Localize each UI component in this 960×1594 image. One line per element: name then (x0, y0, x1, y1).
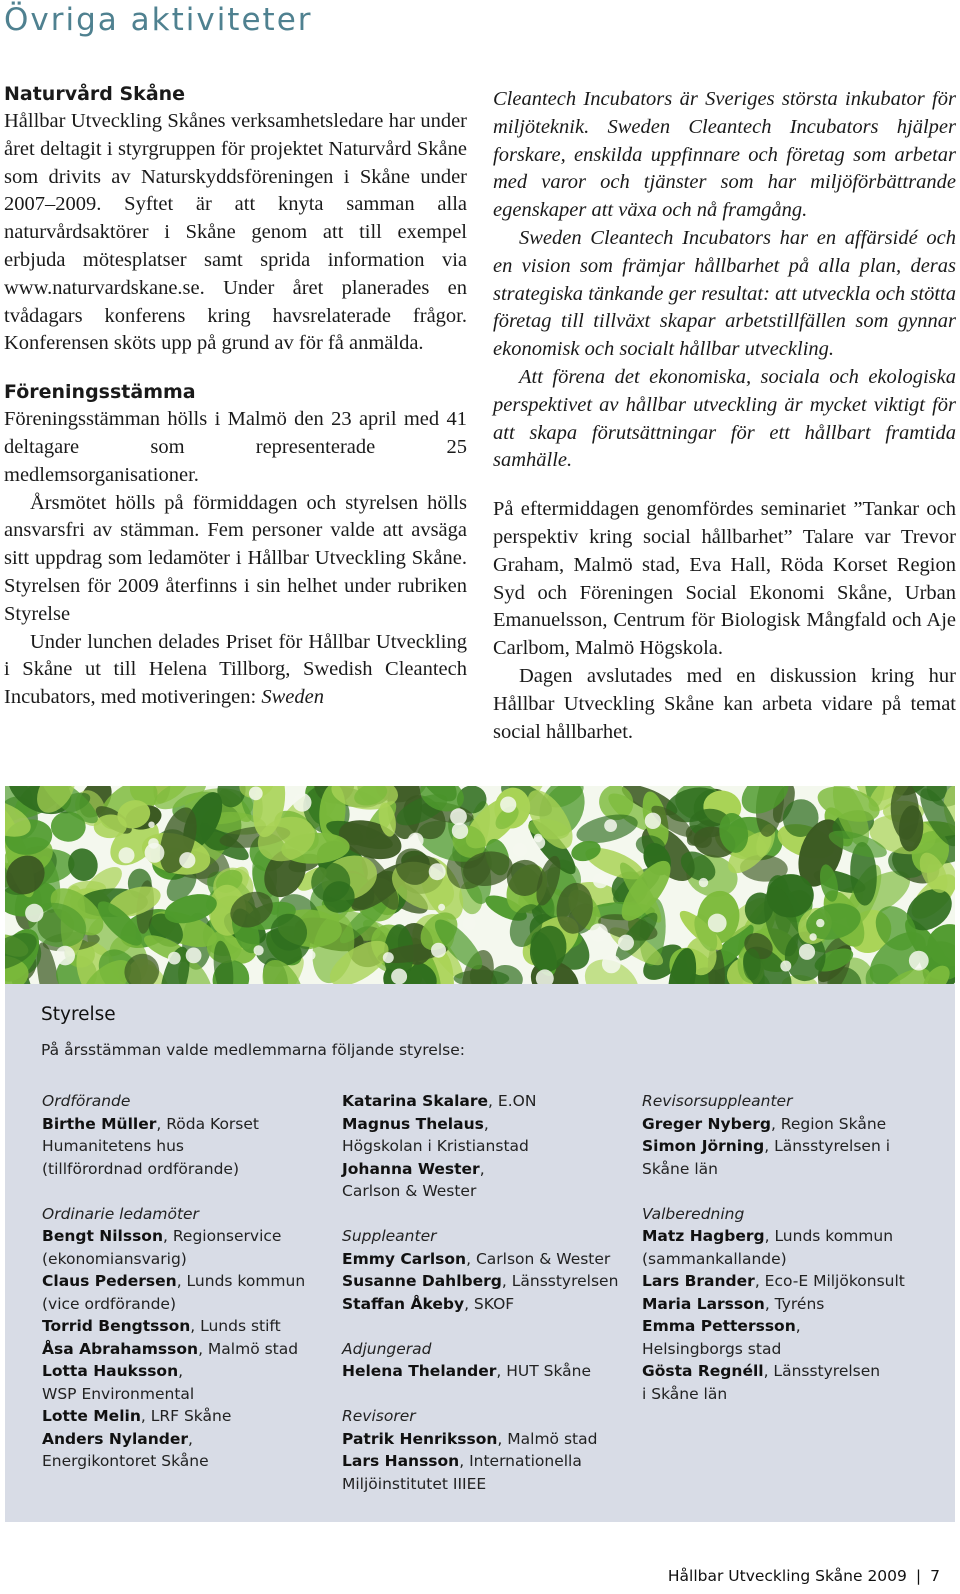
board-group (342, 1338, 632, 1383)
paragraph-stamma-3-text: Under lunchen delades Priset för Hållbar Utveckling i Skåne ut till Helena Tillborg, Swedish Cleantech Incubators, med motiveringen: (4, 630, 467, 709)
board-member-line (642, 1383, 932, 1406)
sky-gap (809, 933, 816, 940)
board-member-line (642, 1135, 932, 1158)
board-member-affiliation: , (795, 1317, 801, 1335)
board-member-affiliation: , (178, 1362, 184, 1380)
sky-gap (589, 924, 608, 943)
board-member-affiliation: , Carlson & Wester (466, 1249, 611, 1268)
board-member-affiliation: (ekonomiansvarig) (42, 1249, 187, 1268)
board-member-line (342, 1473, 632, 1496)
sky-gap (429, 863, 446, 880)
board-member-name: Greger Nyberg (642, 1114, 771, 1133)
board-member-affiliation: Helsingborgs stad (642, 1339, 782, 1358)
board-member-line (342, 1113, 632, 1136)
board-role: Valberedning (642, 1204, 745, 1223)
board-member-line (42, 1248, 332, 1271)
board-member-line (642, 1315, 932, 1338)
board-member-name: Claus Pedersen (42, 1272, 177, 1290)
board-member-line (42, 1315, 332, 1338)
board-group (642, 1203, 932, 1406)
section-heading-foreningsstamma: Föreningsstämma (4, 381, 196, 404)
board-group (642, 1090, 932, 1180)
board-member-affiliation: Miljöinstitutet IIIEE (342, 1474, 487, 1493)
leaf-shape (743, 949, 761, 981)
board-role: Revisorer (342, 1407, 416, 1425)
board-member-name: Lars Brander (642, 1272, 755, 1290)
paragraph-stamma-3 (4, 629, 467, 712)
sky-gap (438, 904, 445, 911)
board-role: Ordinarie ledamöter (42, 1204, 199, 1223)
sky-gap (391, 969, 407, 985)
sky-gap (816, 919, 824, 927)
board-member-line (342, 1135, 632, 1158)
board-member-affiliation: , SKOF (464, 1294, 515, 1313)
board-member-affiliation: , Malmö stad (198, 1339, 299, 1358)
sky-gap (148, 822, 154, 828)
board-member-affiliation: Humanitetens hus (42, 1137, 184, 1155)
board-member-name: Staffan Åkeby (342, 1294, 465, 1313)
board-member-name: Birthe Müller (42, 1114, 157, 1133)
board-member-affiliation: , Länsstyrelsen i (764, 1137, 891, 1155)
board-member-affiliation: , Internationella (459, 1452, 582, 1470)
board-member-line (642, 1158, 932, 1181)
board-member-line (342, 1450, 632, 1473)
sky-gap (645, 813, 661, 829)
board-member-line (642, 1225, 932, 1248)
sky-gap (450, 808, 467, 825)
board-member-line (342, 1180, 632, 1203)
board-member-line (42, 1135, 332, 1158)
board-member-name: Magnus Thelaus (342, 1114, 484, 1133)
board-role: Suppleanter (342, 1227, 437, 1245)
paragraph-stamma-3-italic: Sweden (261, 686, 324, 709)
sky-gap (186, 948, 202, 964)
board-member-affiliation: Högskolan i Kristianstad (342, 1137, 529, 1155)
sky-gap (463, 917, 476, 930)
board-member-name: Emma Pettersson (642, 1317, 796, 1335)
board-member-affiliation: , Lunds kommun (176, 1272, 306, 1290)
board-member-name: Matz Hagberg (642, 1227, 765, 1245)
board-member-affiliation: , Lunds kommun (764, 1227, 894, 1245)
sky-gap (145, 843, 165, 863)
board-column-1 (42, 1090, 332, 1495)
board-member-affiliation: , (483, 1114, 489, 1133)
board-member-line (342, 1158, 632, 1181)
sky-gap (383, 952, 394, 963)
board-member-affiliation: , Region Skåne (770, 1114, 887, 1133)
section-heading-naturvard: Naturvård Skåne (4, 83, 186, 105)
board-member-name: Maria Larsson (642, 1294, 765, 1313)
board-member-affiliation: (tillförordnad ordförande) (42, 1159, 240, 1178)
board-member-affiliation: (sammankallande) (642, 1249, 787, 1268)
sky-gap (500, 797, 516, 813)
sky-gap (699, 878, 708, 887)
board-member-name: Katarina Skalare (342, 1092, 489, 1110)
sky-gap (780, 961, 791, 972)
sky-gap (293, 793, 312, 812)
board-group (42, 1090, 332, 1180)
board-member-line (42, 1360, 332, 1383)
board-member-affiliation: , Eco-E Miljökonsult (754, 1272, 905, 1290)
sky-gap (593, 873, 608, 888)
paragraph-stamma-2: Årsmötet hölls på förmiddagen och styrelsen hölls ansvarsfri av stämman. Fem personer valde att avsäga sitt uppdrag som ledamöter i Hållbar Utveckling Skåne. Styrelsen för 2009 återfinns i sin helhet under rubriken Styrelse (4, 491, 467, 625)
board-member-line (642, 1338, 932, 1361)
sky-gap (602, 955, 621, 974)
sky-gap (513, 843, 528, 858)
board-column-3 (642, 1090, 932, 1428)
board-member-line (42, 1383, 332, 1406)
sky-gap (254, 945, 264, 955)
board-member-line (42, 1158, 332, 1181)
quote-paragraph-2: Sweden Cleantech Incubators har en affärsidé och en vision som främjar hållbarhet på alla plan, deras strategiska tänkande ger resultat: att utveckla och stötta företag till tillväxt skapar arbetstillfällen som gynnar ekonomisk och socialt hållbar utveckling. (493, 226, 956, 361)
sky-gap (604, 819, 617, 832)
board-member-affiliation: , Länsstyrelsen (501, 1272, 619, 1290)
board-role: Ordförande (42, 1092, 131, 1110)
sky-gap (909, 951, 929, 971)
leaves-photo (5, 786, 955, 984)
board-member-line (42, 1428, 332, 1451)
board-member-line (342, 1428, 632, 1451)
paragraph-stamma-1: Föreningsstämman hölls i Malmö den 23 april med 41 deltagare som representerade 25 medlemsorganisationer. (4, 408, 467, 486)
board-group (342, 1090, 632, 1203)
board-member-affiliation: , Lunds stift (190, 1317, 281, 1335)
board-member-affiliation: , E.ON (488, 1092, 537, 1110)
board-member-affiliation: , (479, 1159, 485, 1178)
footer-separator: | (915, 1567, 922, 1585)
board-member-name: Emmy Carlson (342, 1249, 467, 1268)
board-member-line (42, 1293, 332, 1316)
board-member-name: Torrid Bengtsson (42, 1317, 191, 1335)
sky-gap (618, 935, 634, 951)
board-member-name: Lotte Melin (42, 1407, 141, 1425)
board-box (5, 984, 955, 1522)
board-member-line (42, 1338, 332, 1361)
sky-gap (119, 847, 135, 863)
board-member-name: Patrik Henriksson (342, 1429, 498, 1448)
board-member-name: Lars Hansson (342, 1452, 460, 1470)
board-member-affiliation: WSP Environmental (42, 1384, 195, 1403)
sky-gap (179, 852, 195, 868)
seminar-paragraph-1: På eftermiddagen genomfördes seminariet ”Tankar och perspektiv kring social hållbarhet” Talare var Trevor Graham, Malmö stad, Eva Hall, Röda Korset Region Syd och Föreningen Social Ekonomi Skåne, Urban Emanuelsson, Centrum för Biologisk Mångfald och Aje Carlbom, Malmö Högskola. (493, 498, 956, 660)
board-member-affiliation: , Tyréns (764, 1294, 825, 1313)
leaves-image (5, 786, 955, 984)
footer-publication: Hållbar Utveckling Skåne 2009 (667, 1567, 907, 1585)
board-member-affiliation: Carlson & Wester (342, 1182, 477, 1200)
board-column-2 (342, 1090, 632, 1518)
board-member-line (342, 1248, 632, 1271)
board-member-name: Simon Jörning (642, 1137, 765, 1155)
sky-gap (799, 944, 815, 960)
sky-gap (25, 904, 43, 922)
board-intro: På årsstämman valde medlemmarna följande styrelse: (41, 1041, 465, 1059)
board-group (342, 1225, 632, 1315)
board-member-line (642, 1113, 932, 1136)
sky-gap (408, 833, 424, 849)
board-member-name: Lotta Hauksson (42, 1362, 179, 1380)
seminar-paragraph-2: Dagen avslutades med en diskussion kring hur Hållbar Utveckling Skåne kan arbeta vidare på temat social hållbarhet. (493, 664, 956, 743)
board-member-affiliation: , Regionservice (163, 1227, 282, 1245)
board-member-line (42, 1450, 332, 1473)
board-member-affiliation: (vice ordförande) (42, 1294, 176, 1313)
board-member-name: Gösta Regnéll (642, 1362, 764, 1380)
paragraph-naturvard: Hållbar Utveckling Skånes verksamhetsledare har under året deltagit i styrgruppen för projektet Naturvård Skåne som drivits av Naturskyddsföreningen i Skåne under 2007–2009. Syftet är att knyta samman alla naturvårdsaktörer i Skåne genom att till exempel erbjuda mötesplatser samt sprida information via www.naturvardskane.se. Under året planerades en tvådagars konferens kring havsrelaterade frågor. Konferensen sköts upp på grund av för få anmälda. (4, 110, 467, 355)
quote-paragraph-3: Att förena det ekonomiska, sociala och ekologiska perspektivet av hållbar utveckling är mycket viktigt för att skapa förutsättningar för ett hållbart framtida samhälle. (493, 365, 956, 472)
board-role: Revisorsuppleanter (642, 1092, 793, 1110)
board-member-name: Bengt Nilsson (42, 1227, 163, 1245)
right-column (493, 86, 956, 746)
board-member-line (642, 1293, 932, 1316)
sky-gap (532, 836, 545, 849)
board-member-name: Helena Thelander (342, 1362, 497, 1380)
board-member-line (342, 1270, 632, 1293)
board-member-line (342, 1293, 632, 1316)
board-group (342, 1405, 632, 1495)
board-member-line (642, 1270, 932, 1293)
board-member-affiliation: , Röda Korset (156, 1114, 259, 1133)
board-member-affiliation: , (188, 1429, 193, 1448)
board-member-name: Anders Nylander (42, 1429, 189, 1448)
sky-gap (306, 950, 316, 960)
board-member-affiliation: , LRF Skåne (140, 1407, 232, 1425)
board-member-line (642, 1360, 932, 1383)
board-member-affiliation: , Malmö stad (497, 1429, 598, 1448)
board-member-name: Susanne Dahlberg (342, 1272, 502, 1290)
board-member-name: Johanna Wester (342, 1159, 480, 1178)
board-member-line (342, 1090, 632, 1113)
board-title: Styrelse (41, 1004, 116, 1025)
sky-gap (431, 943, 446, 958)
sky-gap (708, 914, 727, 933)
board-member-affiliation: i Skåne län (642, 1384, 728, 1403)
board-member-line (342, 1360, 632, 1383)
page-footer (668, 1567, 940, 1585)
page-title: Övriga aktiviteter (4, 2, 313, 38)
board-member-affiliation: Skåne län (642, 1159, 718, 1178)
board-member-line (42, 1225, 332, 1248)
sky-gap (168, 952, 181, 965)
board-member-line (642, 1248, 932, 1271)
page-number: 7 (930, 1567, 940, 1585)
sky-gap (249, 787, 263, 801)
quote-paragraph-1: Cleantech Incubators är Sveriges största inkubator för miljöteknik. Sweden Cleantech Incubators hjälper forskare, enskilda uppfinnare och företag som arbetar med varor och tjänster som har miljöförbättrande egenskaper att växa och nå framgång. (493, 88, 956, 222)
sky-gap (55, 946, 75, 966)
board-member-name: Åsa Abrahamsson (42, 1339, 199, 1358)
board-group (42, 1203, 332, 1473)
board-member-affiliation: Energikontoret Skåne (42, 1452, 209, 1470)
sky-gap (452, 823, 468, 839)
board-member-line (42, 1113, 332, 1136)
board-role: Adjungerad (342, 1339, 432, 1358)
left-column (4, 80, 467, 712)
board-member-line (42, 1270, 332, 1293)
board-member-affiliation: , HUT Skåne (496, 1362, 592, 1380)
board-member-affiliation: , Länsstyrelsen (763, 1362, 881, 1380)
board-member-line (42, 1405, 332, 1428)
